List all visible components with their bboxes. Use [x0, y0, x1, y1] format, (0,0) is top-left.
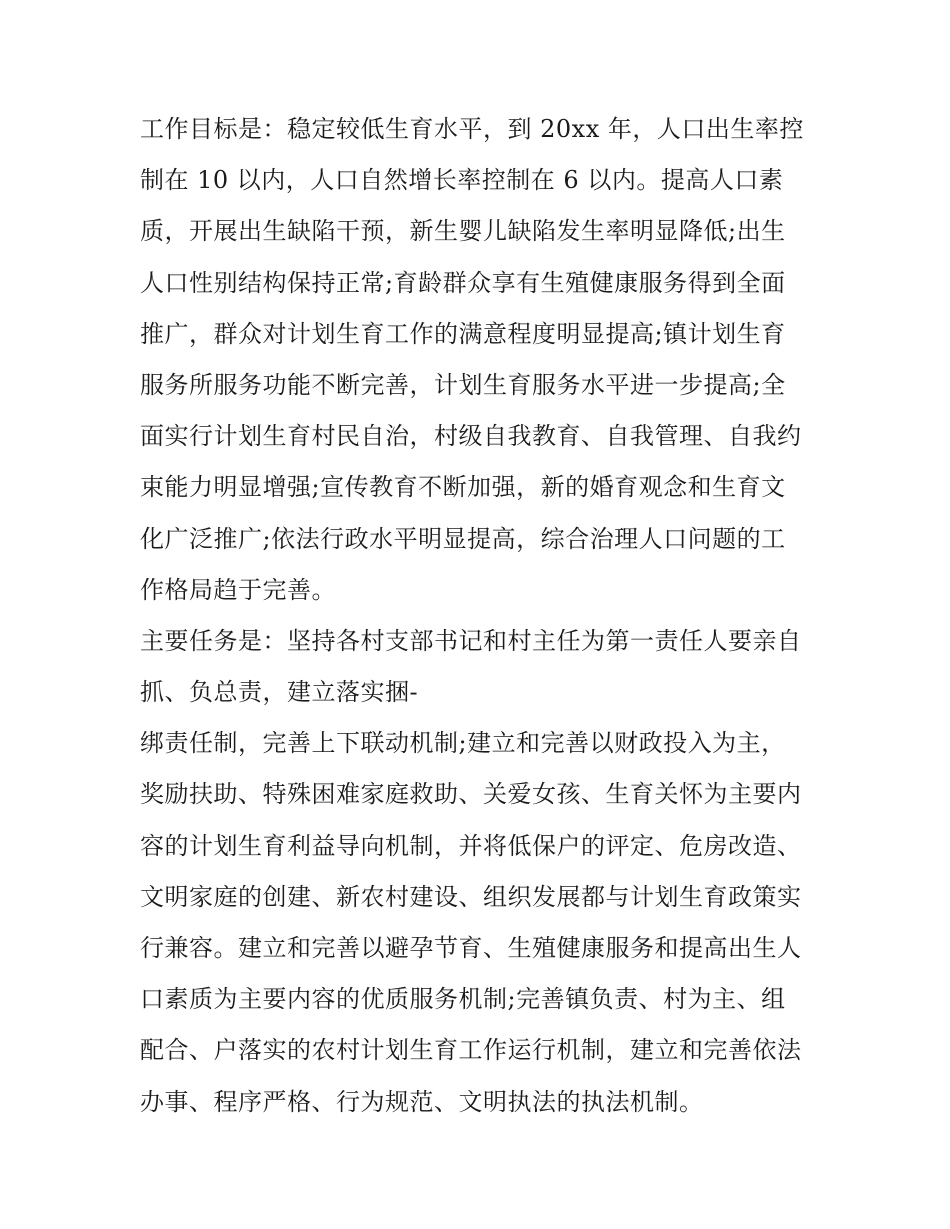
text-line: 奖励扶助、特殊困难家庭救助、关爱女孩、生育关怀为主要内	[140, 780, 802, 809]
text-line: 作格局趋于完善。	[140, 575, 336, 604]
text-line: 人口性别结构保持正常;育龄群众享有生殖健康服务得到全面	[140, 268, 786, 297]
text-line: 服务所服务功能不断完善，计划生育服务水平进一步提高;全	[140, 370, 786, 399]
text-line: 行兼容。建立和完善以避孕节育、生殖健康服务和提高出生人	[140, 934, 802, 962]
text-line: 办事、程序严格、行为规范、文明执法的执法机制。	[140, 1087, 704, 1116]
text-line: 配合、户落实的农村计划生育工作运行机制，建立和完善依法	[140, 1036, 802, 1065]
text-line: 面实行计划生育村民自治，村级自我教育、自我管理、自我约	[140, 422, 802, 451]
text-line: 文明家庭的创建、新农村建设、组织发展都与计划生育政策实	[140, 882, 802, 911]
text-line: 口素质为主要内容的优质服务机制;完善镇负责、村为主、组	[140, 985, 786, 1014]
text-line: 质，开展出生缺陷干预，新生婴儿缺陷发生率明显降低;出生	[140, 217, 786, 246]
body-text	[140, 104, 840, 1128]
text-line: 化广泛推广;依法行政水平明显提高，综合治理人口问题的工	[140, 524, 786, 553]
text-line: 工作目标是：稳定较低生育水平，到 20xx 年，人口出生率控	[140, 115, 804, 143]
text-line: 绑责任制，完善上下联动机制;建立和完善以财政投入为主，	[140, 729, 786, 758]
text-line: 制在 10 以内，人口自然增长率控制在 6 以内。提高人口素	[140, 166, 784, 195]
text-line: 主要任务是：坚持各村支部书记和村主任为第一责任人要亲自	[140, 626, 802, 655]
text-line: 推广，群众对计划生育工作的满意程度明显提高;镇计划生育	[140, 319, 786, 348]
text-line: 抓、负总责，建立落实捆-	[140, 678, 419, 707]
text-line: 容的计划生育利益导向机制，并将低保户的评定、危房改造、	[140, 831, 802, 860]
text-line: 束能力明显增强;宣传教育不断加强，新的婚育观念和生育文	[140, 473, 786, 502]
